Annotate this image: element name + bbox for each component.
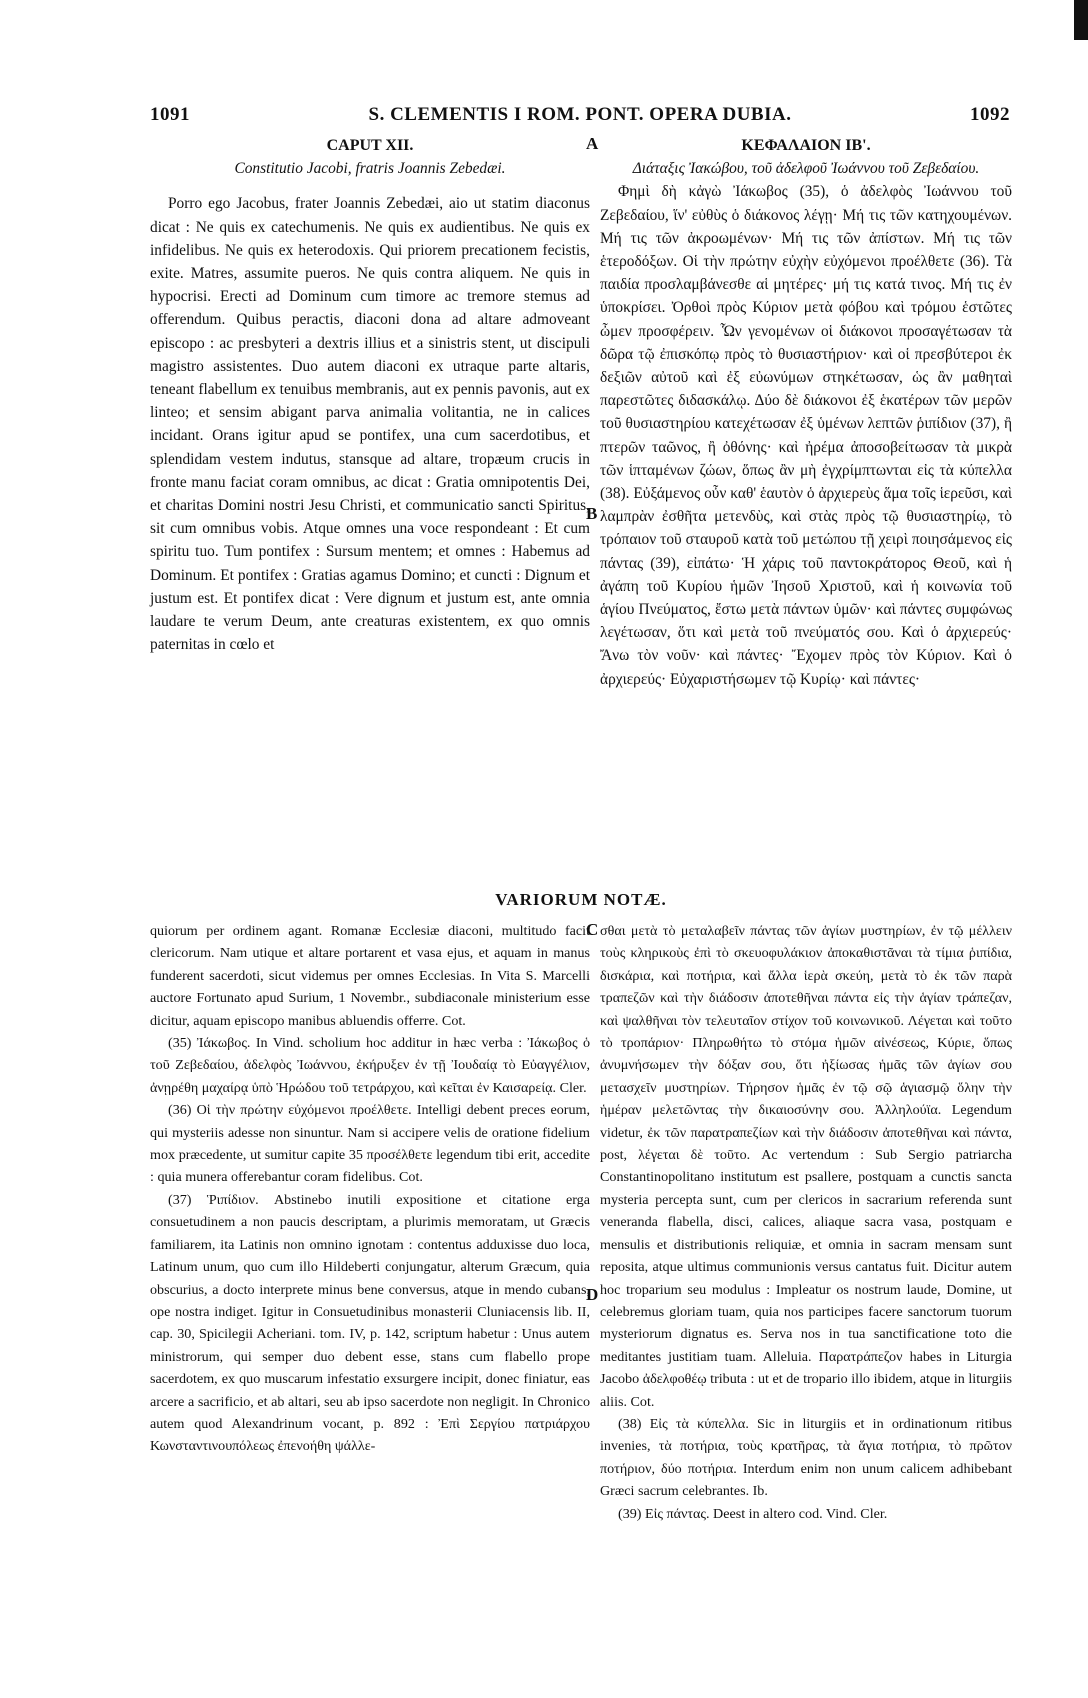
page-number-left: 1091 — [150, 104, 190, 125]
note-39: (39) Εἰς πάντας. Deest in altero cod. Vind. Cler. — [618, 1505, 888, 1522]
latin-column — [150, 134, 590, 656]
page-edge-mark — [1074, 0, 1088, 40]
latin-heading: CAPUT XII. — [326, 137, 414, 154]
note-37: (37) Ῥιπίδιον. Abstinebo inutili expositione et citatione erga consuetudinem a non paucis descriptam, a plurimis memoratam, ut Græcis familiarem, ita Latinis non omnino ignotam : contentus adduxisse duo loca, Latinum unum, quo cum illo Hildeberti conjungatur, alterum Græcum, quia obscurius, a docto interprete minus bene conversus, atque in mendo cubans, ope nostra indiget. Igitur in Consuetudinibus monasterii Cluniacensis lib. II, cap. 30, Spicilegii Acheriani. tom. IV, p. 142, scriptum habetur : Unus autem ministrorum, qui semper duo debent esse, stans cum flabello prope sacerdotem, ex quo muscarum infestatio exsurgere incipit, donec finiatur, eas arcere a sacrificio, et ab altari, seu ab ipso sacerdote non negligit. In Chronico autem quod Alexandrinum vocant, p. 892 : Ἐπὶ Σεργίου πατριάρχου Κωνσταντινουπόλεως ἐπενοήθη ψάλλε- — [150, 1191, 590, 1455]
notes-right-column — [600, 920, 1012, 1525]
latin-subtitle: Constitutio Jacobi, fratris Joannis Zebedæi. — [234, 160, 506, 178]
greek-body: Φημὶ δὴ κἀγὼ Ἰάκωβος (35), ὁ ἀδελφὸς Ἰωάννου τοῦ Ζεβεδαίου, ἵν' εὐθὺς ὁ διάκονος λέγῃ· Μή τις τῶν κατηχουμένων. Μή τις τῶν ἀκροωμένων· Μή τις τῶν ἀπίστων. Μή τις τῶν ἑτεροδόξων. Οἱ τὴν πρώτην εὐχὴν εὐχόμενοι προέλθετε (36). Τὰ παιδία προσλαμβάνεσθε αἱ μητέρες· μή τις κατά τινος. Μή τις ἐν ὑποκρίσει. Ὀρθοὶ πρὸς Κύριον μετὰ φόβου καὶ τρόμου ἑστῶτες ὦμεν προσφέρειν. Ὧν γενομένων οἱ διάκονοι προσαγέτωσαν τὰ δῶρα τῷ ἐπισκόπῳ πρὸς τὸ θυσιαστήριον· καὶ οἱ πρεσβύτεροι ἐκ δεξιῶν αὐτοῦ καὶ ἐξ εὐωνύμων στηκέτωσαν, ὡς ἂν μαθηταὶ παρεστῶτες διδασκάλῳ. Δύο δὲ διάκονοι ἐξ ἑκατέρων τῶν μερῶν τοῦ θυσιαστηρίου κατεχέτωσαν ἐξ ὑμένων λεπτῶν ῥιπίδιον (37), ἢ πτερῶν ταῶνος, ἢ ὀθόνης· καὶ ἠρέμα ἀποσοβείτωσαν τὰ μικρὰ τῶν ἱπταμένων ζώων, ὅπως ἂν μὴ ἐγχρίμπτωνται εἰς τὰ κύπελλα (38). Εὐξάμενος οὖν καθ' ἑαυτὸν ὁ ἀρχιερεὺς ἅμα τοῖς ἱερεῦσι, καὶ λαμπρὰν ἐσθῆτα μετενδὺς, καὶ στὰς πρὸς τῷ θυσιαστηρίῳ, τὸ τρόπαιον τοῦ σταυροῦ κατὰ τοῦ μετώπου τῇ χειρὶ ποιησάμενος εἰς πάντας (39), εἰπάτω· Ἡ χάρις τοῦ παντοκράτορος Θεοῦ, καὶ ἡ ἀγάπη τοῦ Κυρίου ἡμῶν Ἰησοῦ Χριστοῦ, καὶ ἡ κοινωνία τοῦ ἁγίου Πνεύματος, ἔστω μετὰ πάντων ὑμῶν· καὶ πάντες συμφώνως λεγέτωσαν, ὅτι καὶ μετὰ τοῦ πνεύματός σου. Καὶ ὁ ἀρχιερεύς· Ἄνω τὸν νοῦν· καὶ πάντες· Ἔχομεν πρὸς τὸν Κύριον. Καὶ ὁ ἀρχιερεύς· Εὐχαριστήσωμεν τῷ Κυρίῳ· καὶ πάντες· — [600, 183, 1012, 688]
notes-left-column — [150, 920, 590, 1458]
margin-letter-d: D — [586, 1285, 599, 1304]
note-37-continued: σθαι μετὰ τὸ μεταλαβεῖν πάντας τῶν ἁγίων μυστηρίων, ἐν τῷ μέλλειν τοὺς κληρικοὺς ἐπὶ τὸ σκευοφυλάκιον ἀποκαθιστᾶναι τὰ τίμια ῥιπίδια, δισκάρια, καὶ ποτήρια, καὶ ἄλλα ἱερὰ σκεύη, μετὰ τὸ ἐκ τῶν παρὰ τραπεζῶν καὶ τὴν διάδοσιν ἀποτεθῆναι πάντα εἰς τὴν ἁγίαν τράπεζαν, καὶ ψαλθῆναι τὸν τελευταῖον στίχον τοῦ κοινωνικοῦ. Λέγεται καὶ τοῦτο τὸ τροπάριον· Πληρωθήτω τὸ στόμα ἡμῶν αἰνέσεως, Κύριε, ὅπως ἀνυμνήσωμεν τὴν δόξαν σου, ὅτι ἠξίωσας ἡμᾶς τῶν ἁγίων σου μετασχεῖν μυστηρίων. Τήρησον ἡμᾶς ἐν τῷ σῷ ἁγιασμῷ ὅλην τὴν ἡμέραν μελετῶντας τὴν δικαιοσύνην σου. Ἀλληλούϊα. Legendum videtur, ἐκ τῶν παρατραπεζίων καὶ τὴν διάδοσιν ἀποτεθῆναι καὶ πάντα, post, λέγεται δὲ τοῦτο. Ac vertendum : Sub Sergio patriarcha Constantinopolitano institutum est psallere, postquam a cunctis sancta mysteria percepta sunt, cum per clericos in sacrarium referenda sunt veneranda flabella, disci, calices, aliaque sacra vasa, postquam e mensulis et distributionis reliquiæ, et omnia in sacram mensam sunt reposita, atque ultimus communionis versus cantatus fuit. Dicitur autem hoc troparium seu modulus : Impleatur os nostrum laude, Domine, ut celebremus gloriam tuam, quia nos participes facere sanctorum tuorum mysteriorum dignatus es. Serva nos in tua sanctificatione toto die meditantes justitiam tuam. Alleluia. Παρατράπεζον habes in Liturgia Jacobo ἀδελφοθέῳ tributa : ut et de tropario illo ibidem, atque in liturgiis aliis. Cot. — [600, 923, 1012, 1410]
latin-body: Porro ego Jacobus, frater Joannis Zebedæi, aio ut statim diaconus dicat : Ne quis ex catechumenis. Ne quis ex audientibus. Ne quis ex infidelibus. Ne quis ex heterodoxis. Qui priorem precationem fecistis, exite. Matres, assumite pueros. Ne quis contra aliquem. Ne quis in hypocrisi. Erecti ad Dominum cum timore ac tremore stemus ad offerendum. Quibus peractis, diaconi dona ad altare admoveant episcopo : ac presbyteri a dextris illius et a sinistris stent, ut discipuli magistro assistentes. Duo autem diaconi ex utraque parte altaris, teneant flabellum ex tenuibus membranis, aut ex pennis pavonis, aut ex linteo; et sensim abigant parva animalia volitantia, ne in calices incidant. Orans igitur apud se pontifex, una cum sacerdotibus, et splendidam vestem indutus, stansque ad altare, tropæum crucis in fronte manu faciat coram omnibus, ac dicat : Gratia omnipotentis Dei, et charitas Domini nostri Jesu Christi, et communicatio sancti Spiritus, sit cum omnibus vobis. Atque omnes una voce respondeant : Et cum spiritu tuo. Tum pontifex : Sursum mentem; et omnes : Habemus ad Dominum. Et pontifex : Gratias agamus Domino; et cuncti : Dignum et justum est. Et pontifex dicat : Vere dignum et justum est, ante omnia laudare te verum Deum, ante creaturas existentem, ex quo omnis paternitas in cœlo et — [150, 195, 590, 654]
margin-letter-c: C — [586, 920, 599, 939]
greek-heading: ΚΕΦΑΛΑΙΟΝ ΙΒ'. — [741, 137, 871, 154]
note-36: (36) Οἱ τὴν πρώτην εὐχόμενοι προέλθετε. Intelligi debent preces eorum, qui mysteriis adesse non sinuntur. Nam si accipere velis de oratione fidelium mox præcedente, ut sumitur capite 35 προσέλθετε legendum tibi erit, accedite : quia munera offerebantur coram fidelibus. Cot. — [150, 1102, 590, 1186]
note-35: (35) Ἰάκωβος. In Vind. scholium hoc additur in hæc verba : Ἰάκωβος ὁ τοῦ Ζεβεδαίου, ἀδελφὸς Ἰωάννου, ἐκήρυξεν ἐν τῇ Ἰουδαίᾳ τὸ Εὐαγγέλιον, ἀνῃρέθη μαχαίρᾳ ὑπὸ Ἡρώδου τοῦ τετράρχου, καὶ κεῖται ἐν Καισαρείᾳ. Cler. — [150, 1035, 590, 1096]
note-38: (38) Εἰς τὰ κύπελλα. Sic in liturgiis et in ordinationum ritibus invenies, τὰ ποτήρια, τοὺς κρατῆρας, τὰ ἅγια ποτήρια, τὸ πρῶτον ποτήριον, δύο ποτήρια. Interdum enim non unum calicem adhibebant Græci sacrum celebrantes. Ib. — [600, 1415, 1012, 1500]
notes-title: VARIORUM NOTÆ. — [495, 890, 667, 909]
margin-letter-b: B — [586, 504, 598, 523]
greek-column — [600, 134, 1012, 691]
page-number-right: 1092 — [970, 104, 1010, 125]
running-head — [150, 104, 1010, 132]
margin-letter-a: A — [586, 134, 599, 153]
running-title: S. CLEMENTIS I ROM. PONT. OPERA DUBIA. — [368, 104, 792, 125]
greek-subtitle: Διάταξις Ἰακώβου, τοῦ ἀδελφοῦ Ἰωάννου τοῦ Ζεβεδαίου. — [632, 160, 980, 178]
note-continuation: quiorum per ordinem agant. Romanæ Ecclesiæ diaconi, multitudo facit clericorum. Nam utique et altare portarent et vasa ejus, et aquam in manus funderent sacerdoti, sicut videmus per omnes Ecclesias. In Vita S. Marcelli auctore Fortunato apud Surium, 1 Novembr., subdiaconale ministerium esse dicitur, aquam episcopo manibus abluendis offerre. Cot. — [150, 923, 590, 1029]
